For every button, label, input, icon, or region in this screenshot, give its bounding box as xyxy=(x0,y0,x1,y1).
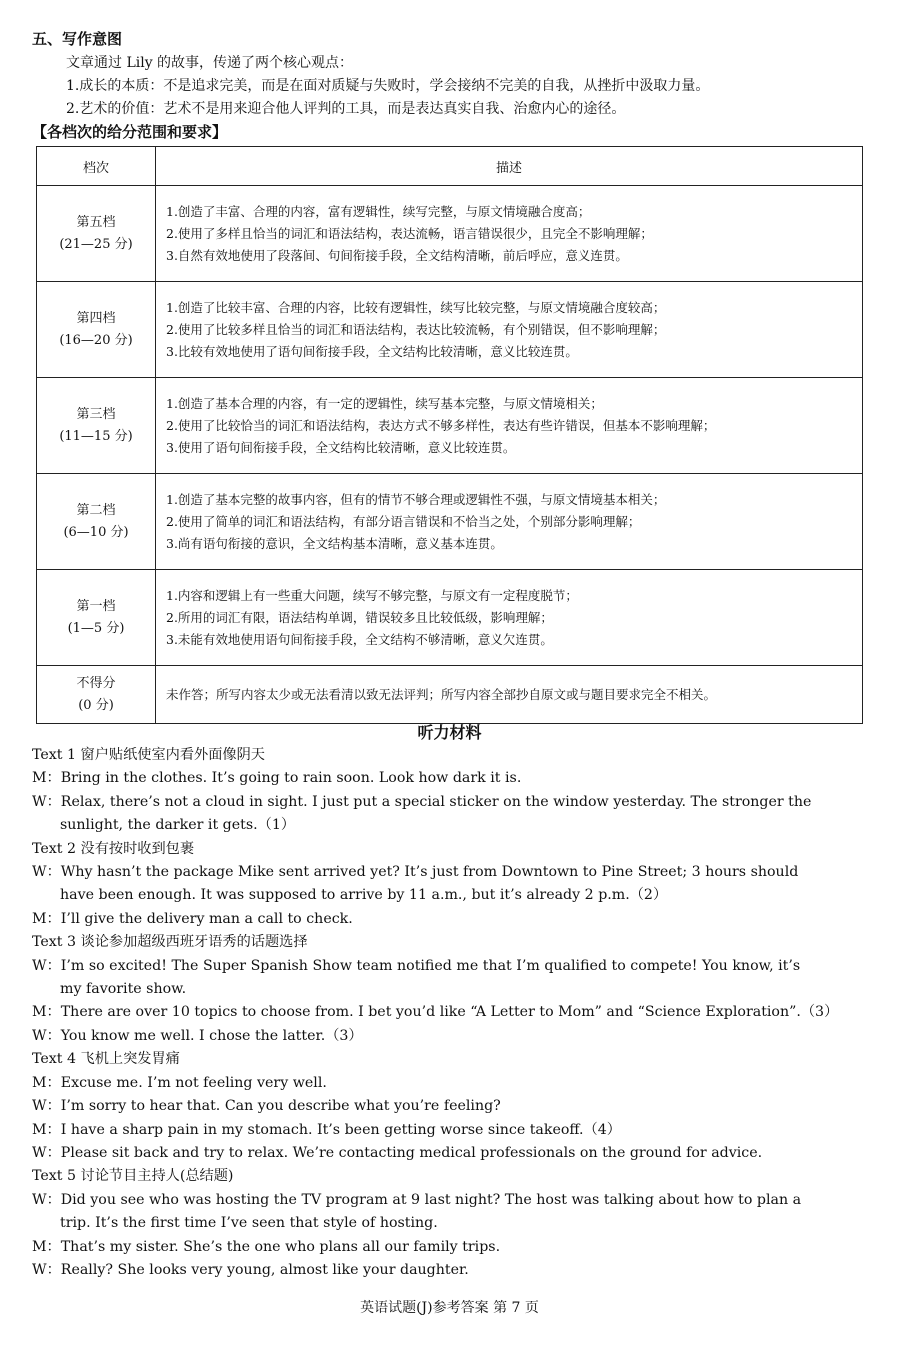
description-cell xyxy=(156,378,863,474)
level-cell xyxy=(37,186,156,282)
description-line: 3.尚有语句衔接的意识，全文结构基本清晰，意义基本连贯。 xyxy=(166,535,503,551)
transcript-line: W：Did you see who was hosting the TV program at 9 last night? The host was talking about how to plan a xyxy=(32,1191,802,1208)
transcript-line: M：Bring in the clothes. It’s going to rain soon. Look how dark it is. xyxy=(32,770,522,787)
transcript-line: W：I’m so excited! The Super Spanish Show team notified me that I’m qualified to compete! You know, it’s xyxy=(32,957,801,974)
transcript-line: Text 1 窗户贴纸使室内看外面像阴天 xyxy=(32,747,265,763)
level-cell xyxy=(37,570,156,666)
transcript-line: W：Please sit back and try to relax. We’re contacting medical professionals on the ground for advice. xyxy=(32,1144,763,1161)
transcript-line: M：Excuse me. I’m not feeling very well. xyxy=(32,1074,327,1091)
header-level: 档次 xyxy=(37,147,156,186)
level-name: 第二档 xyxy=(76,502,116,518)
table-header-row xyxy=(37,147,863,186)
transcript-line: Text 5 讨论节目主持人(总结题) xyxy=(32,1168,234,1185)
table-row xyxy=(37,666,863,724)
table-row xyxy=(37,186,863,282)
listening-title: 听力材料 xyxy=(417,723,482,742)
description-line: 2.所用的词汇有限，语法结构单调，错误较多且比较低级，影响理解； xyxy=(166,609,553,625)
description-line: 2.使用了简单的词汇和语法结构，有部分语言错误和不恰当之处，个别部分影响理解； xyxy=(166,513,641,529)
level-name: 第五档 xyxy=(76,214,116,230)
level-range: (21—25 分) xyxy=(59,236,133,252)
level-cell xyxy=(37,378,156,474)
core-point-2: 2.艺术的价值：艺术不是用来迎合他人评判的工具，而是表达真实自我、治愈内心的途径。 xyxy=(66,101,626,117)
transcript-line: W：Why hasn’t the package Mike sent arrived yet? It’s just from Downtown to Pine Street; 3 hours should xyxy=(32,864,799,881)
description-line: 2.使用了比较多样且恰当的词汇和语法结构，表达比较流畅，有个别错误，但不影响理解； xyxy=(166,321,666,337)
level-cell xyxy=(37,666,156,724)
description-cell xyxy=(156,474,863,570)
transcript-line: W：Really? She looks very young, almost like your daughter. xyxy=(32,1261,469,1278)
transcript-line: have been enough. It was supposed to arrive by 11 a.m., but it’s already 2 p.m.（2） xyxy=(60,887,668,904)
description-line: 3.未能有效地使用语句间衔接手段，全文结构不够清晰，意义欠连贯。 xyxy=(166,631,553,647)
transcript-line: M：I’ll give the delivery man a call to check. xyxy=(32,910,353,927)
level-name: 第一档 xyxy=(76,598,116,614)
transcript-line: M：That’s my sister. She’s the one who plans all our family trips. xyxy=(32,1238,501,1255)
level-cell xyxy=(37,474,156,570)
description-cell xyxy=(156,186,863,282)
level-name: 不得分 xyxy=(76,675,116,691)
transcript-line: Text 3 谈论参加超级西班牙语秀的话题选择 xyxy=(32,934,308,951)
table-row xyxy=(37,474,863,570)
transcript-line: M：There are over 10 topics to choose from. I bet you’d like “A Letter to Mom” and “Science Exploration”.（3） xyxy=(32,1004,839,1021)
header-description: 描述 xyxy=(156,147,863,186)
level-range: (11—15 分) xyxy=(59,428,133,444)
description-cell xyxy=(156,282,863,378)
table-row xyxy=(37,570,863,666)
description-line: 1.创造了比较丰富、合理的内容，比较有逻辑性，续写比较完整，与原文情境融合度较高； xyxy=(166,299,666,315)
description-line: 未作答；所写内容太少或无法看清以致无法评判；所写内容全部抄自原文或与题目要求完全不相关。 xyxy=(166,686,717,702)
listening-transcript xyxy=(32,744,877,1282)
description-line: 1.创造了丰富、合理的内容，富有逻辑性，续写完整，与原文情境融合度高； xyxy=(166,203,591,219)
transcript-line: my favorite show. xyxy=(60,981,187,998)
transcript-line: sunlight, the darker it gets.（1） xyxy=(60,817,296,834)
level-range: (0 分) xyxy=(78,697,114,713)
core-point-1: 1.成长的本质：不是追求完美，而是在面对质疑与失败时，学会接纳不完美的自我，从挫折中汲取力量。 xyxy=(66,78,710,94)
transcript-line: Text 4 飞机上突发胃痛 xyxy=(32,1051,180,1068)
transcript-line: trip. It’s the first time I’ve seen that style of hosting. xyxy=(60,1215,438,1232)
scoring-title: 【各档次的给分范围和要求】 xyxy=(32,123,228,141)
transcript-line: M：I have a sharp pain in my stomach. It’s been getting worse since takeoff.（4） xyxy=(32,1121,621,1138)
description-cell xyxy=(156,570,863,666)
level-range: (1—5 分) xyxy=(67,620,125,636)
description-line: 1.内容和逻辑上有一些重大问题，续写不够完整，与原文有一定程度脱节； xyxy=(166,587,578,603)
description-line: 2.使用了比较恰当的词汇和语法结构，表达方式不够多样性，表达有些许错误，但基本不影响理解； xyxy=(166,417,716,433)
transcript-line: W：You know me well. I chose the latter.（3） xyxy=(32,1027,363,1044)
transcript-line: W：Relax, there’s not a cloud in sight. I just put a special sticker on the window yesterday. The stronger the xyxy=(32,793,812,810)
transcript-line: Text 2 没有按时收到包裹 xyxy=(32,840,195,857)
table-row xyxy=(37,378,863,474)
section-title: 五、写作意图 xyxy=(32,30,123,48)
level-range: (6—10 分) xyxy=(63,524,129,540)
level-name: 第四档 xyxy=(76,310,116,326)
scoring-table xyxy=(36,146,863,724)
table-row xyxy=(37,282,863,378)
description-line: 3.使用了语句间衔接手段，全文结构比较清晰，意义比较连贯。 xyxy=(166,439,516,455)
page-footer: 英语试题(J)参考答案 第 7 页 xyxy=(360,1300,539,1316)
level-name: 第三档 xyxy=(76,406,116,422)
description-cell xyxy=(156,666,863,724)
level-cell xyxy=(37,282,156,378)
level-range: (16—20 分) xyxy=(59,332,133,348)
section-intro: 文章通过 Lily 的故事，传递了两个核心观点： xyxy=(66,55,354,71)
description-line: 1.创造了基本完整的故事内容，但有的情节不够合理或逻辑性不强，与原文情境基本相关； xyxy=(166,491,666,507)
description-line: 3.比较有效地使用了语句间衔接手段，全文结构比较清晰，意义比较连贯。 xyxy=(166,343,578,359)
description-line: 2.使用了多样且恰当的词汇和语法结构，表达流畅，语言错误很少，且完全不影响理解； xyxy=(166,225,653,241)
description-line: 1.创造了基本合理的内容，有一定的逻辑性，续写基本完整，与原文情境相关； xyxy=(166,395,603,411)
description-line: 3.自然有效地使用了段落间、句间衔接手段，全文结构清晰，前后呼应，意义连贯。 xyxy=(166,247,628,263)
transcript-line: W：I’m sorry to hear that. Can you describe what you’re feeling? xyxy=(32,1098,501,1115)
